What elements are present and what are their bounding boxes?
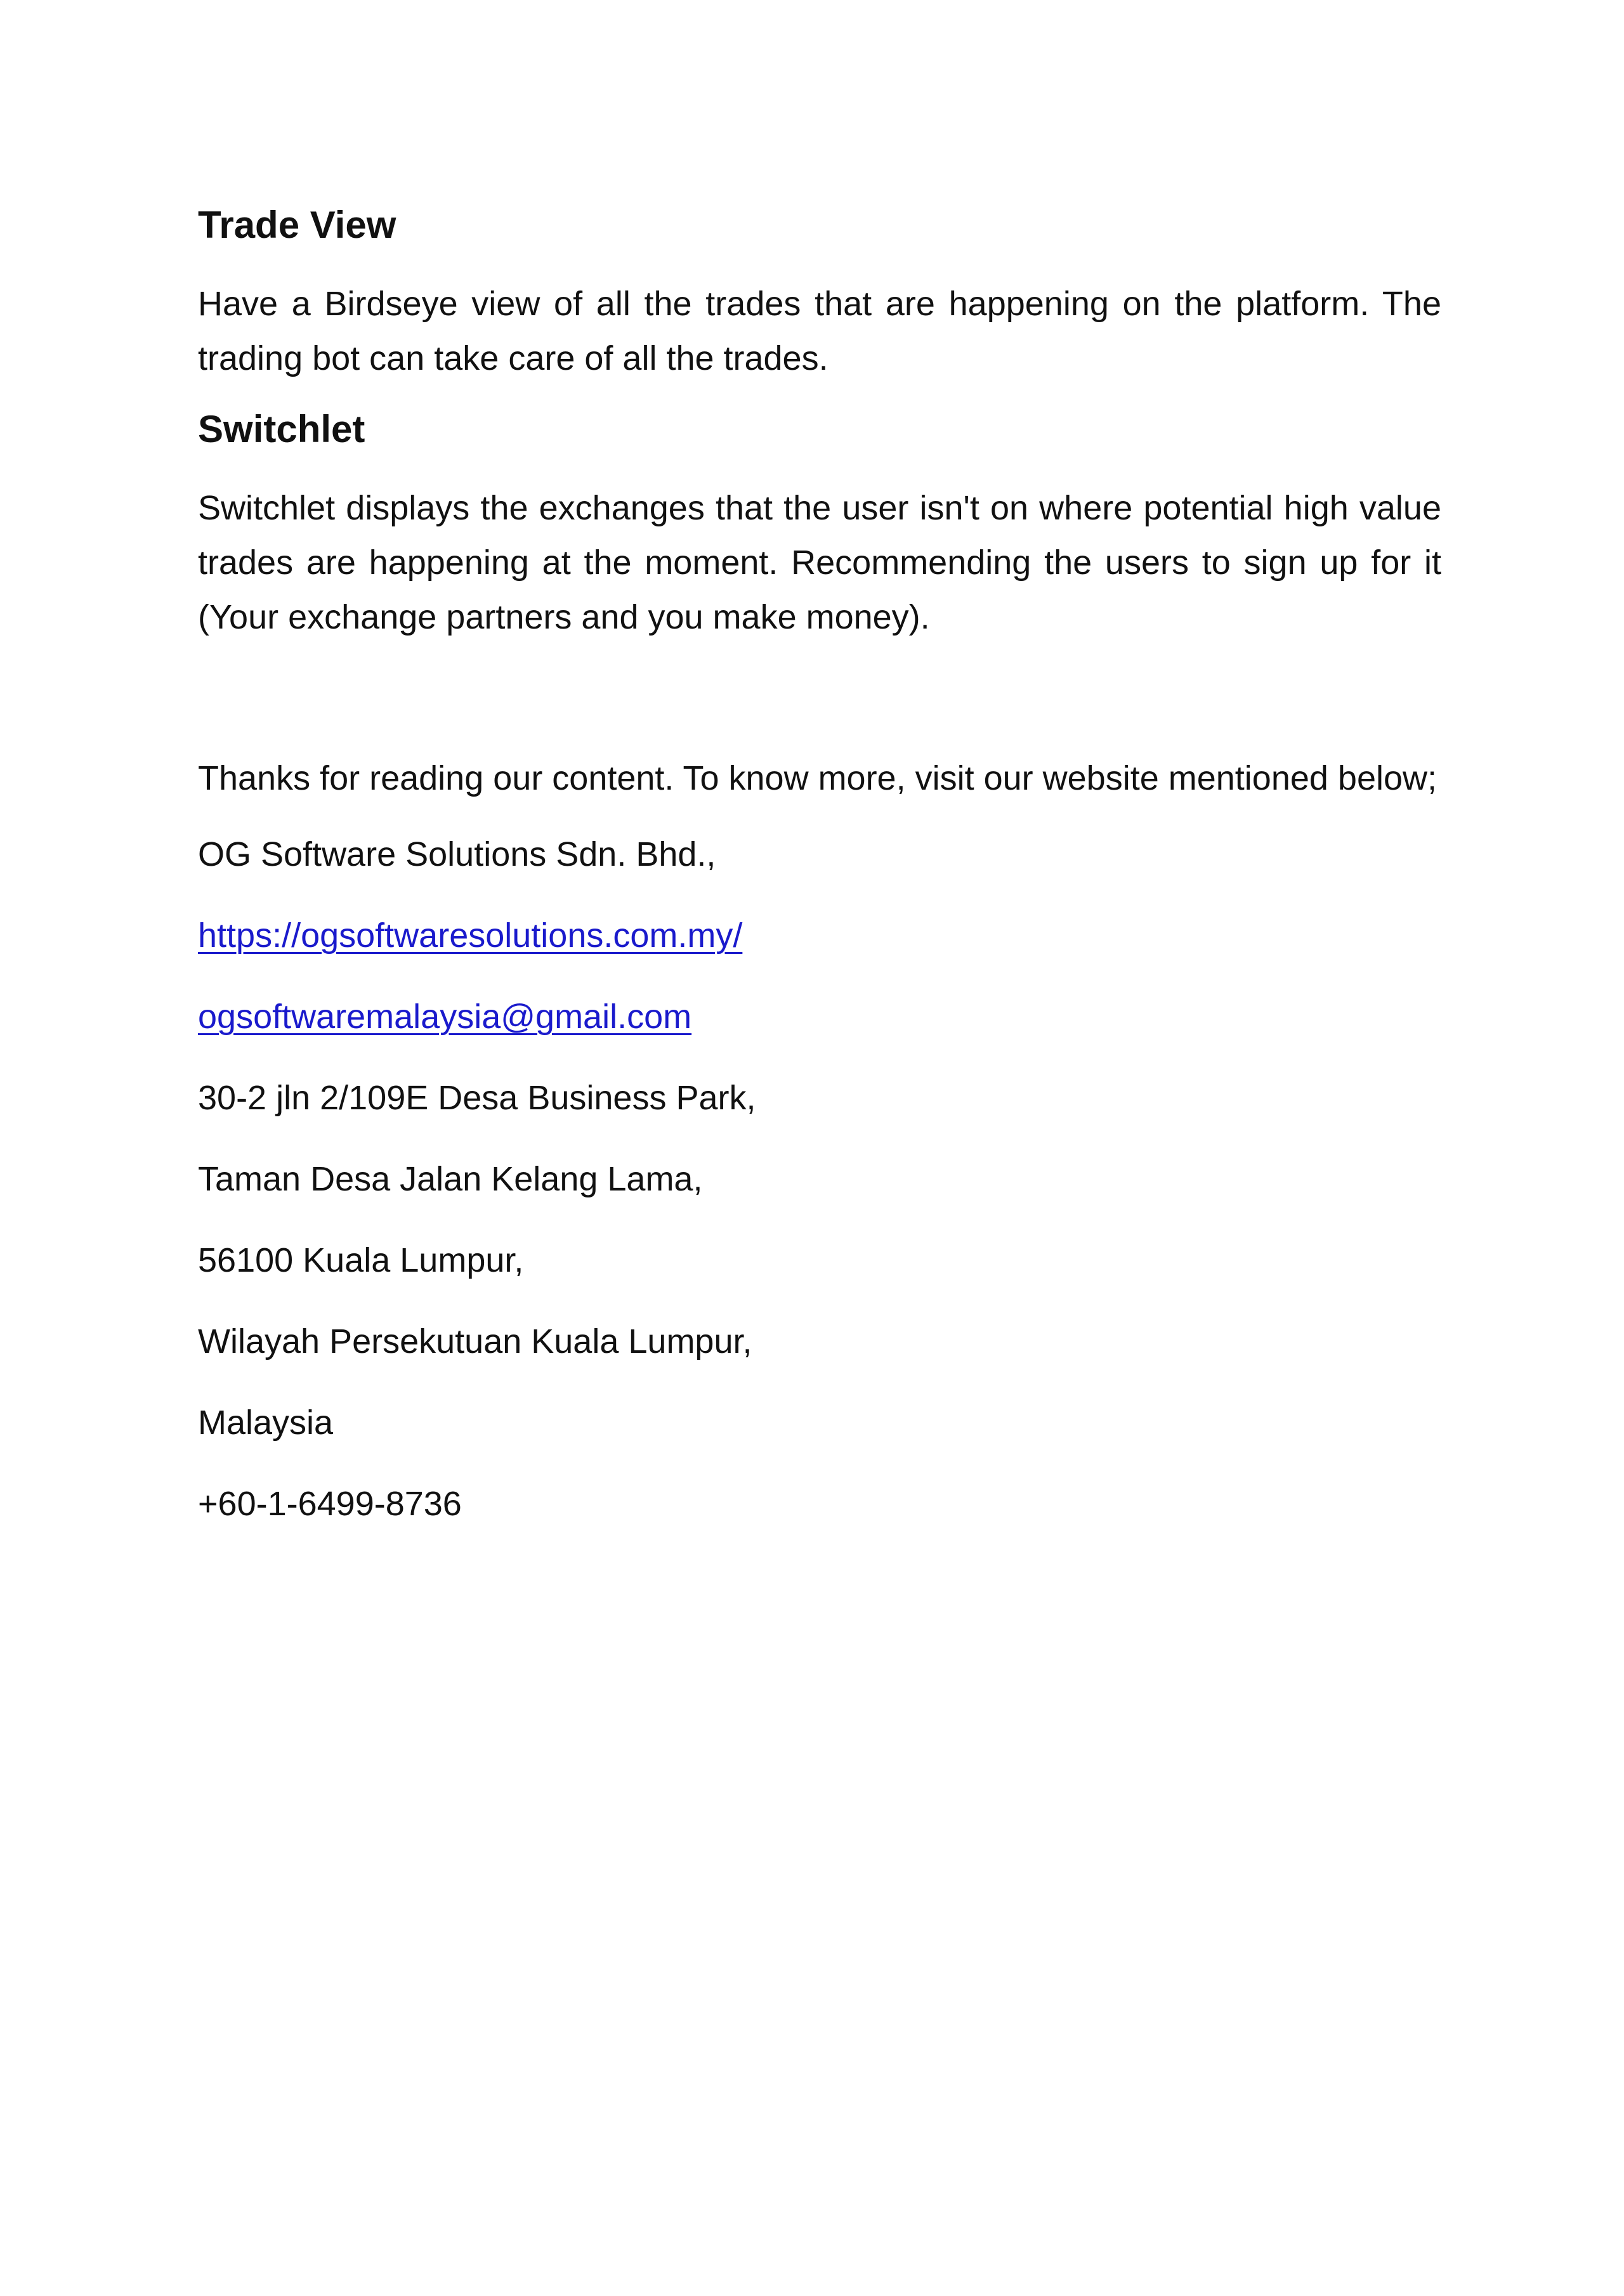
section-heading-trade-view: Trade View [198, 204, 396, 246]
address-line-2: Taman Desa Jalan Kelang Lama, [198, 1160, 703, 1198]
company-name: OG Software Solutions Sdn. Bhd., [198, 835, 716, 873]
email-link[interactable]: ogsoftwaremalaysia@gmail.com [198, 998, 692, 1036]
section-heading-switchlet: Switchlet [198, 408, 365, 450]
section-body-switchlet: Switchlet displays the exchanges that the user isn't on where potential high value trades are happening at the moment. Recommending the users to sign up for it (Your exchange partners and you make money). [198, 489, 1441, 636]
website-link[interactable]: https://ogsoftwaresolutions.com.my/ [198, 916, 743, 955]
address-line-4: Wilayah Persekutuan Kuala Lumpur, [198, 1322, 752, 1360]
phone-number: +60-1-6499-8736 [198, 1485, 462, 1523]
address-line-1: 30-2 jln 2/109E Desa Business Park, [198, 1079, 756, 1117]
contact-block [198, 831, 1441, 1527]
closing-paragraph: Thanks for reading our content. To know more, visit our website mentioned below; [198, 759, 1437, 797]
country: Malaysia [198, 1404, 334, 1442]
section-body-trade-view: Have a Birdseye view of all the trades that are happening on the platform. The trading bot can take care of all the trades. [198, 285, 1441, 377]
document-page [198, 202, 1441, 1527]
address-line-3: 56100 Kuala Lumpur, [198, 1241, 524, 1279]
